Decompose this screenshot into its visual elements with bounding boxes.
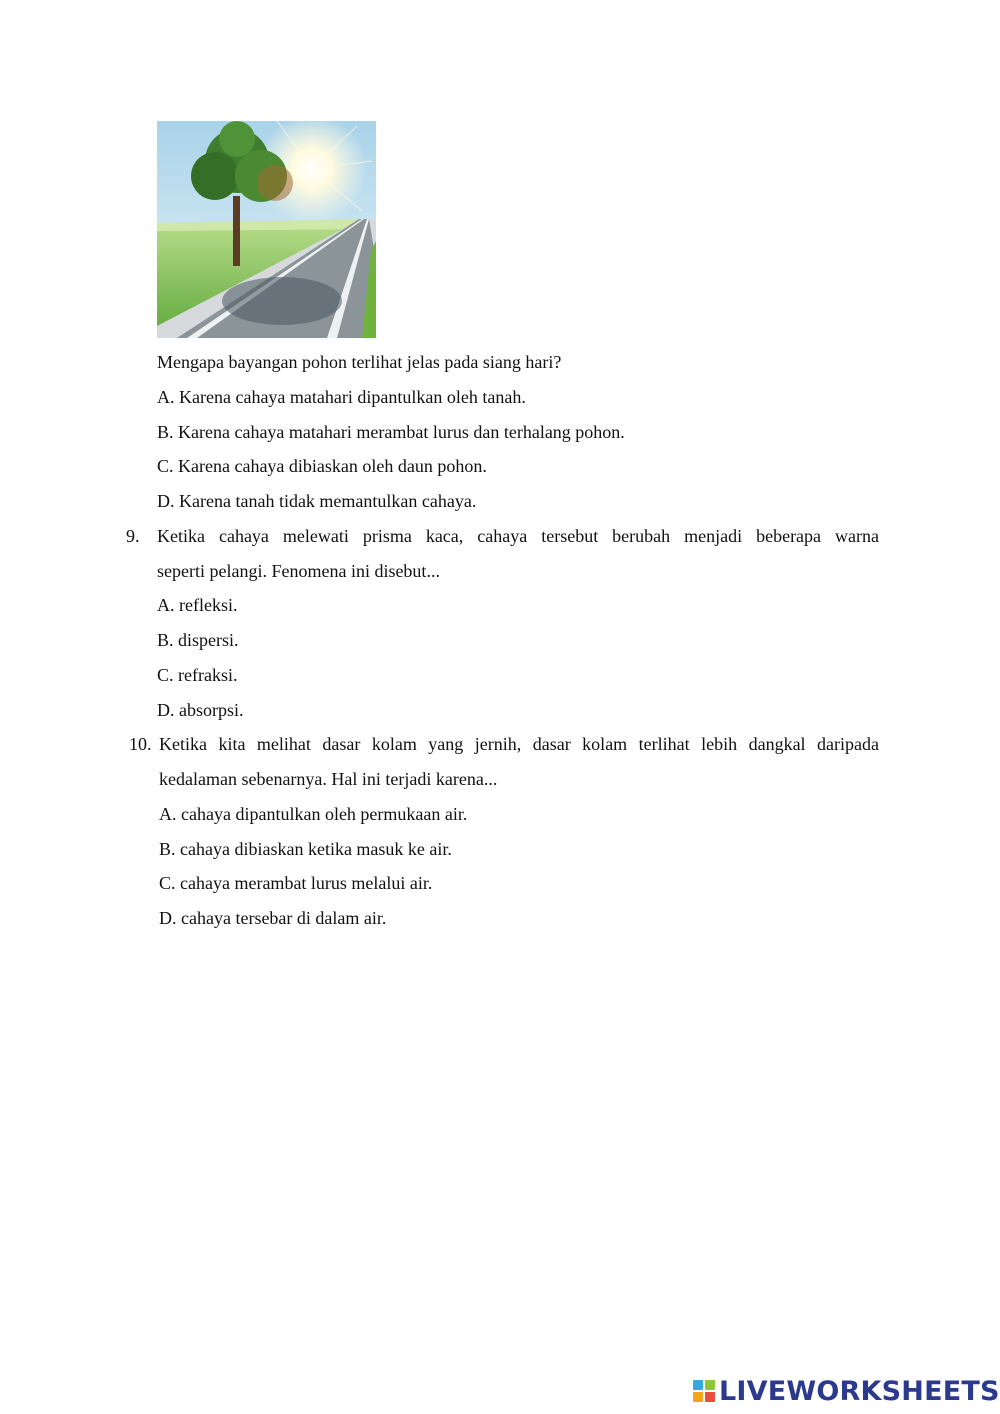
question-10-option-b: B. cahaya dibiaskan ketika masuk ke air. [159, 839, 452, 859]
question-10-number: 10. [129, 734, 152, 754]
logo-square-4 [705, 1392, 715, 1402]
logo-square-2 [705, 1380, 715, 1390]
question-8-option-b: B. Karena cahaya matahari merambat lurus dan terhalang pohon. [157, 422, 625, 442]
question-10-text-line2: kedalaman sebenarnya. Hal ini terjadi karena... [159, 769, 498, 789]
question-8-text: Mengapa bayangan pohon terlihat jelas pada siang hari? [157, 352, 562, 372]
liveworksheets-logo [693, 1376, 1000, 1406]
question-10-option-d: D. cahaya tersebar di dalam air. [159, 908, 387, 928]
question-8-option-a: A. Karena cahaya matahari dipantulkan oleh tanah. [157, 387, 526, 407]
question-10-option-a: A. cahaya dipantulkan oleh permukaan air. [159, 804, 468, 824]
logo-square-3 [693, 1392, 703, 1402]
liveworksheets-logo-icon [693, 1380, 715, 1402]
question-9-text-line1: Ketika cahaya melewati prisma kaca, cahaya tersebut berubah menjadi beberapa warna [157, 526, 879, 546]
question-9-option-b: B. dispersi. [157, 630, 239, 650]
question-10-text-line1: Ketika kita melihat dasar kolam yang jernih, dasar kolam terlihat lebih dangkal daripada [159, 734, 879, 754]
liveworksheets-logo-text: LIVEWORKSHEETS [719, 1375, 1000, 1407]
question-9-option-a: A. refleksi. [157, 595, 238, 615]
question-9-option-c: C. refraksi. [157, 665, 238, 685]
question-8-option-d: D. Karena tanah tidak memantulkan cahaya. [157, 491, 477, 511]
question-9-text-line2: seperti pelangi. Fenomena ini disebut... [157, 561, 440, 581]
logo-square-1 [693, 1380, 703, 1390]
tree-shadow-illustration [157, 121, 376, 338]
question-10-option-c: C. cahaya merambat lurus melalui air. [159, 873, 433, 893]
question-8-option-c: C. Karena cahaya dibiaskan oleh daun pohon. [157, 456, 487, 476]
question-9-option-d: D. absorpsi. [157, 700, 244, 720]
question-9-number: 9. [126, 526, 140, 546]
